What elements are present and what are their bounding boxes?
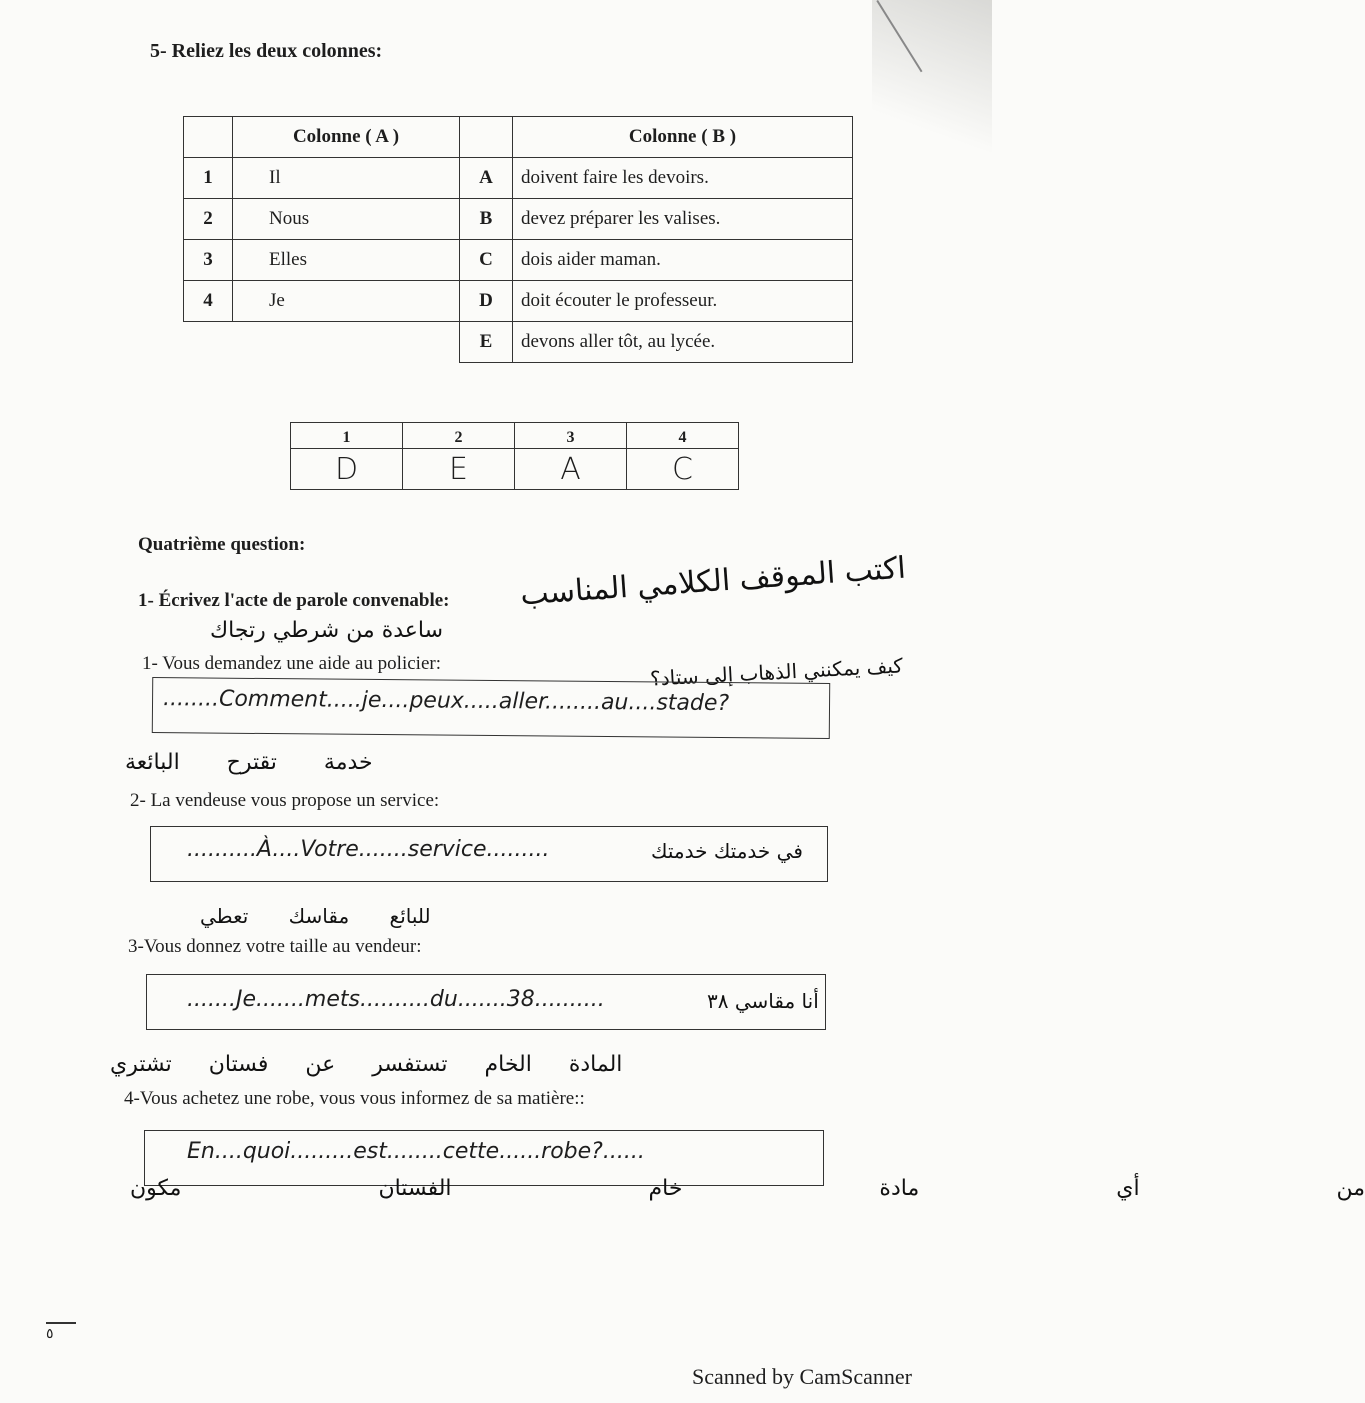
item-4-prompt: 4-Vous achetez une robe, vous vous informez de sa matière::: [124, 1088, 585, 1109]
column-b-letter: C: [460, 240, 513, 281]
item-3-prompt: 3-Vous donnez votre taille au vendeur:: [128, 936, 422, 957]
answer-grid: [290, 422, 739, 490]
column-b-item: dois aider maman.: [513, 240, 853, 281]
item-4-answer: En....quoi.........est........cette......robe?......: [187, 1139, 645, 1164]
item-1-note-above: ساعدة من شرطي رتجاك: [210, 618, 444, 643]
instruction-note-arabic: اكتب الموقف الكلامي المناسب: [519, 550, 907, 613]
column-b-item: devons aller tôt, au lycée.: [513, 322, 853, 363]
column-b-letter: E: [460, 322, 513, 363]
item-4-answer-note: من أي مادة خام الفستان مكون: [130, 1176, 1365, 1201]
item-1-answer: ........Comment.....je....peux.....aller........au....stade?: [162, 686, 730, 717]
column-a-item: Nous: [233, 199, 460, 240]
column-b-letter: D: [460, 281, 513, 322]
answer-grid-header: 4: [627, 423, 739, 449]
column-a-num: 1: [184, 158, 233, 199]
column-a-item: Je: [233, 281, 460, 322]
answer-grid-header: 2: [403, 423, 515, 449]
item-1-prompt: 1- Vous demandez une aide au policier:: [142, 653, 441, 674]
column-a-num: 4: [184, 281, 233, 322]
item-1-note-right: كيف يمكنني الذهاب إلى ستاد؟: [649, 653, 904, 691]
item-3-answer: .......Je.......mets..........du.......38..........: [187, 987, 605, 1012]
column-b-header: Colonne ( B ): [513, 117, 853, 158]
column-a-item: Elles: [233, 240, 460, 281]
item-1-answer-box: [152, 677, 830, 739]
column-a-num: 3: [184, 240, 233, 281]
column-b-item: doivent faire les devoirs.: [513, 158, 853, 199]
column-b-item: devez préparer les valises.: [513, 199, 853, 240]
item-2-note-above: خدمة تقترح البائعة: [125, 750, 373, 775]
matching-table: [183, 116, 853, 363]
answer-grid-header: 1: [291, 423, 403, 449]
page-fold-shadow: [872, 0, 992, 300]
item-3-answer-note: أنا مقاسي ٣٨: [707, 989, 819, 1013]
answer-grid-value: A: [515, 449, 627, 490]
column-b-letter: B: [460, 199, 513, 240]
page-number-mark: ٥: [46, 1327, 54, 1342]
column-a-num: 2: [184, 199, 233, 240]
scanner-watermark: Scanned by CamScanner: [692, 1364, 912, 1389]
column-a-header: Colonne ( A ): [233, 117, 460, 158]
item-3-answer-box: [146, 974, 826, 1030]
column-a-item: Il: [233, 158, 460, 199]
answer-grid-value: E: [403, 449, 515, 490]
empty-cell: [233, 322, 460, 363]
item-2-answer-note: في خدمتك خدمتك: [651, 839, 803, 863]
matching-header-num: [184, 117, 233, 158]
question-4-instruction: 1- Écrivez l'acte de parole convenable:: [138, 590, 450, 611]
answer-grid-value: C: [627, 449, 739, 490]
column-b-item: doit écouter le professeur.: [513, 281, 853, 322]
matching-header-letter: [460, 117, 513, 158]
answer-grid-value: D: [291, 449, 403, 490]
question-4-title: Quatrième question:: [138, 534, 306, 555]
item-2-answer-box: [150, 826, 828, 882]
empty-cell: [184, 322, 233, 363]
column-b-letter: A: [460, 158, 513, 199]
exercise-5-title: 5- Reliez les deux colonnes:: [150, 40, 383, 62]
item-3-note-above: للبائع مقاسك تعطي: [200, 904, 431, 928]
answer-grid-header: 3: [515, 423, 627, 449]
item-2-prompt: 2- La vendeuse vous propose un service:: [130, 790, 440, 811]
item-4-note-above: المادة الخام تستفسر عن فستان تشتري: [110, 1052, 623, 1077]
page-corner-mark: [46, 1322, 76, 1324]
item-2-answer: ..........À....Votre.......service.........: [187, 837, 550, 862]
